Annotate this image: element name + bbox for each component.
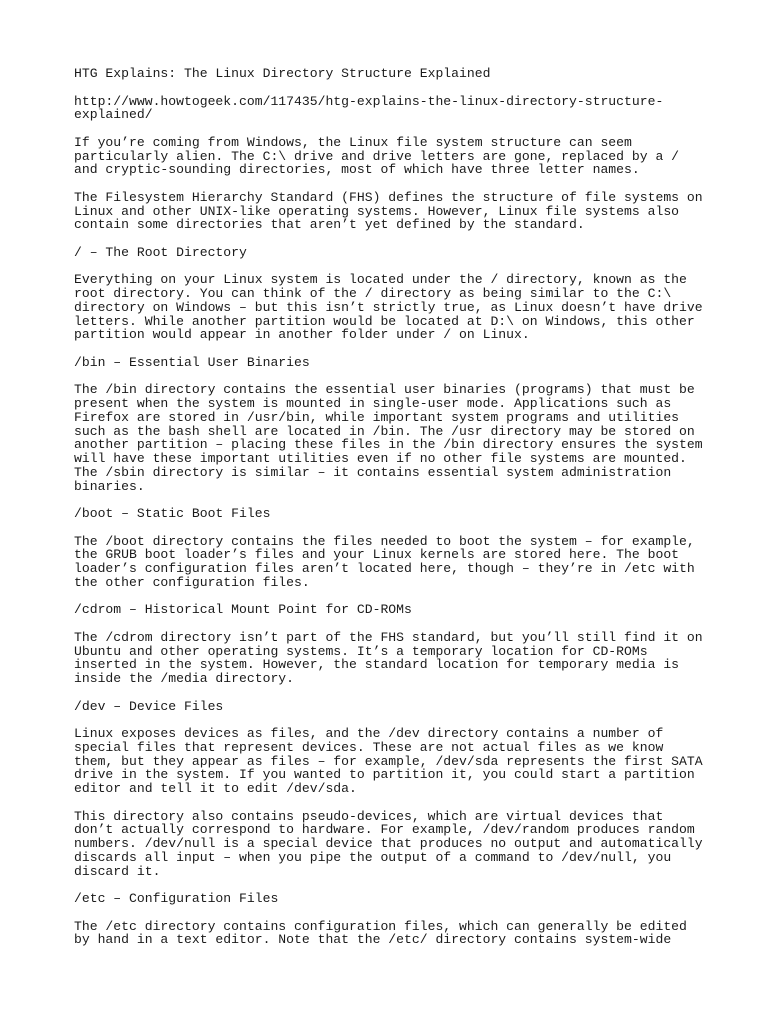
boot-heading: /boot – Static Boot Files [74,506,271,521]
dev-heading: /dev – Device Files [74,698,224,714]
document-title: HTG Explains: The Linux Directory Structure Explained [74,66,491,81]
document-page [74,67,714,961]
boot-paragraph: The /boot directory contains the files needed to boot the system – for example, the GRUB boot loader’s files and your Linux kernels are stored here. The boot loader’s configuration files aren’t located here, though – they’re in /etc with the other configuration files. [74,533,695,590]
cdrom-heading: /cdrom – Historical Mount Point for CD-ROMs [74,602,412,618]
source-url: http://www.howtogeek.com/117435/htg-explains-the-linux-directory-structure- explained/ [74,93,664,123]
bin-paragraph: The /bin directory contains the essential user binaries (programs) that must be present when the system is mounted in single-user mode. Applications such as Firefox are stored in /usr/bin, while important system programs and utilities such as the bash shell are located in /bin. The /usr directory may be stored on another partition – placing these files in the /bin directory ensures the system will have these important utilities even if no other file systems are mounted. The /sbin directory is similar – it contains essential system administration binaries. [74,382,703,494]
fhs-paragraph: The Filesystem Hierarchy Standard (FHS) defines the structure of file systems on Linux and other UNIX-like operating systems. However, Linux file systems also contain some directories that aren’t yet defined by the standard. [74,189,703,233]
cdrom-paragraph: The /cdrom directory isn’t part of the FHS standard, but you’ll still find it on Ubuntu and other operating systems. It’s a temporary location for CD-ROMs inserted in the system. However, the standard location for temporary media is inside the /media directory. [74,629,703,686]
pseudo-devices-paragraph: This directory also contains pseudo-devices, which are virtual devices that don’t actually correspond to hardware. For example, /dev/random produces random numbers. /dev/null is a special device that produces no output and automatically discards all input – when you pipe the output of a command to /dev/null, you discard it. [74,808,703,879]
root-paragraph: Everything on your Linux system is located under the / directory, known as the root directory. You can think of the / directory as being similar to the C:\ directory on Windows – but this isn’t strictly true, as Linux doesn’t have drive letters. While another partition would be located at D:\ on Windows, this other partition would appear in another folder under / on Linux. [74,272,703,343]
root-heading: / – The Root Directory [74,244,247,260]
bin-heading: /bin – Essential User Binaries [74,354,310,370]
dev-paragraph: Linux exposes devices as files, and the /dev directory contains a number of special files that represent devices. These are not actual files as we know them, but they appear as files – for example, /dev/sda represents the first SATA drive in the system. If you wanted to partition it, you could start a partition editor and tell it to edit /dev/sda. [74,726,703,796]
etc-heading: /etc – Configuration Files [74,891,279,906]
intro-paragraph: If you’re coming from Windows, the Linux file system structure can seem particularly alien. The C:\ drive and drive letters are gone, replaced by a / and cryptic-sounding directories, most of which have three letter names. [74,134,680,178]
etc-paragraph: The /etc directory contains configuration files, which can generally be edited by hand in a text editor. Note that the /etc/ directory contains system-wide [74,918,687,948]
